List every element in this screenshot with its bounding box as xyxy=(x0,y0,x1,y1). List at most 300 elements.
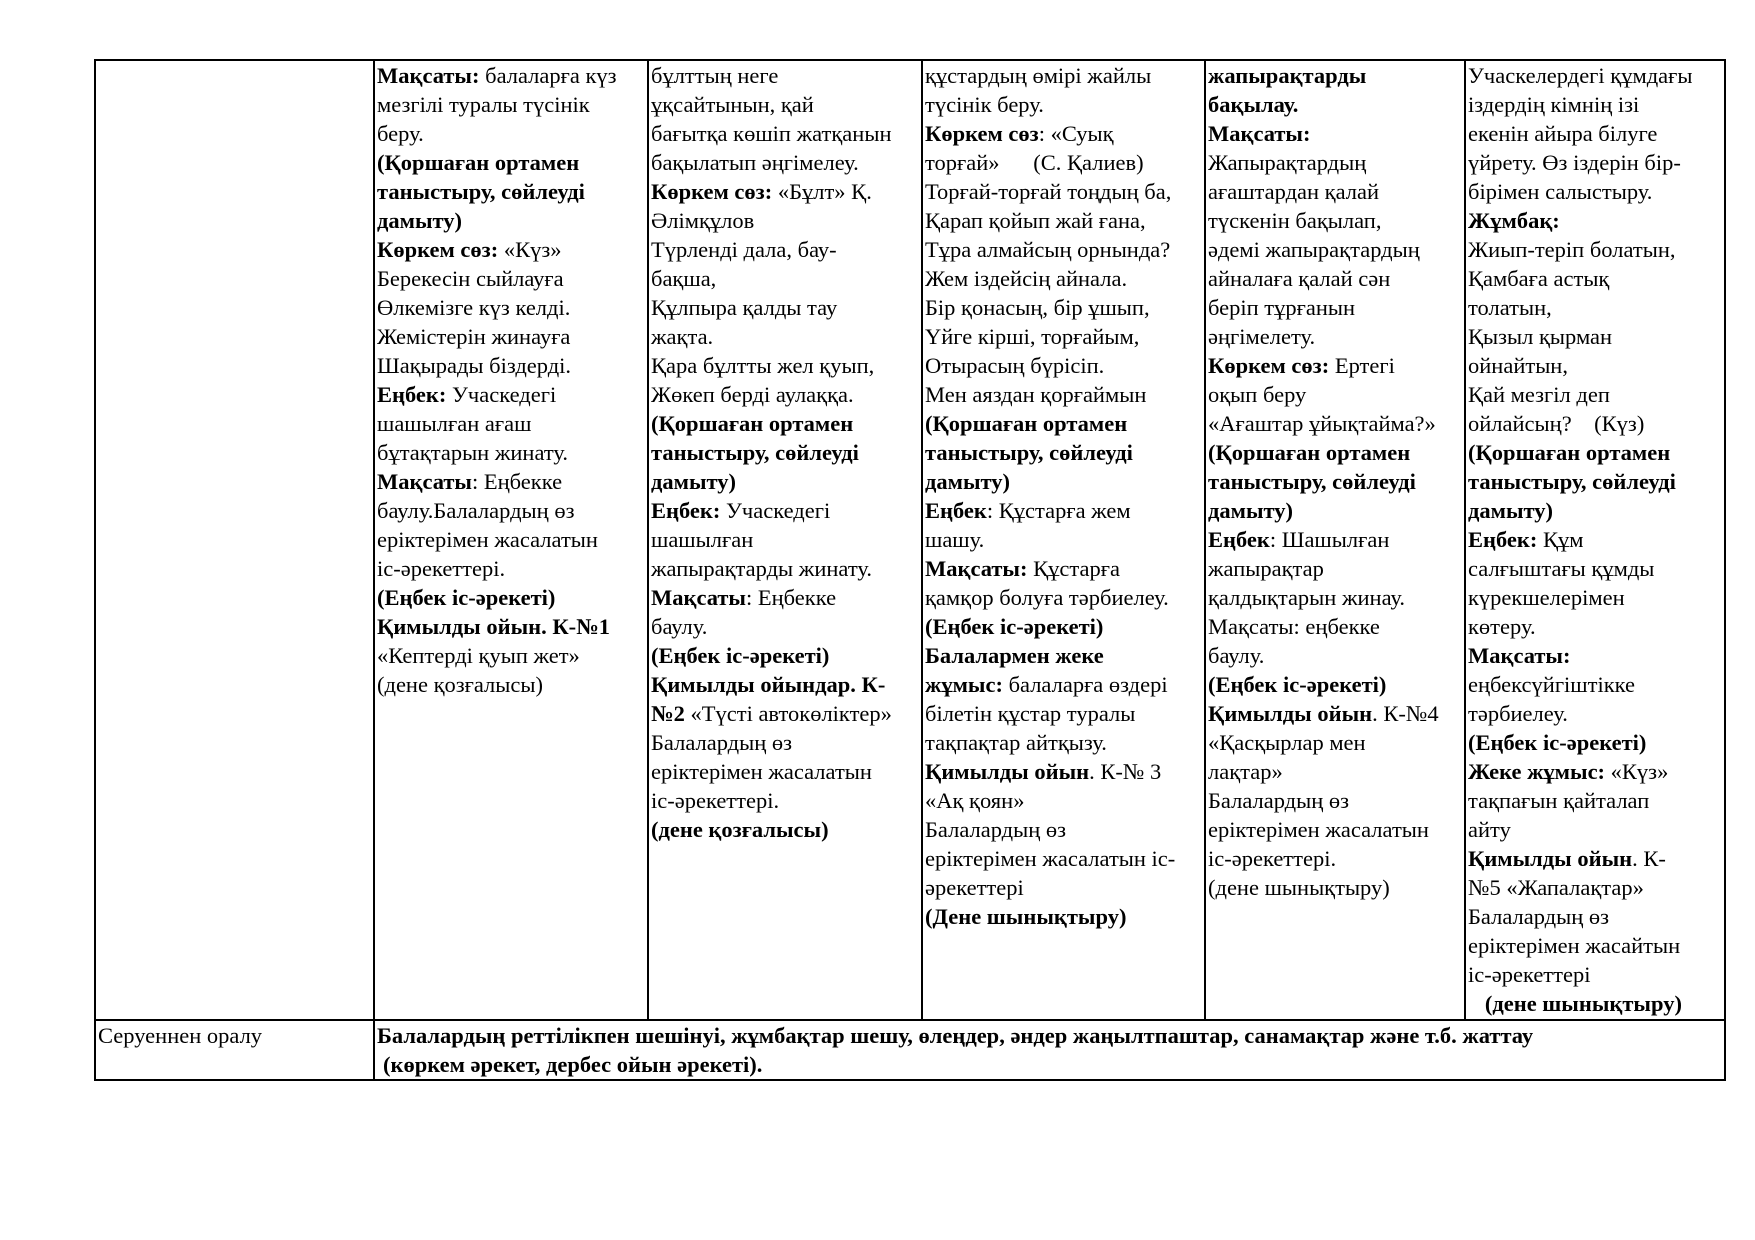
bold-text-segment: таныстыру, сөйлеуді xyxy=(1468,469,1676,494)
text-segment: іздердің кімнің ізі xyxy=(1468,92,1640,117)
cell-line xyxy=(1208,322,1462,351)
text-segment: Қамбаға астық xyxy=(1468,266,1610,291)
cell-line xyxy=(1208,670,1462,699)
text-segment: Түрленді дала, бау- xyxy=(651,237,837,262)
cell-line xyxy=(651,177,919,206)
bold-text-segment: Еңбек: xyxy=(1468,527,1538,552)
text-segment: беріп тұрғанын xyxy=(1208,295,1356,320)
cell-line xyxy=(1468,989,1722,1018)
cell-line xyxy=(925,670,1202,699)
cell-line xyxy=(377,293,645,322)
cell-line xyxy=(925,583,1202,612)
cell-line xyxy=(925,844,1202,873)
cell-line xyxy=(651,757,919,786)
bold-text-segment: Көркем сөз: xyxy=(1208,353,1330,378)
text-segment: іс-әрекеттері. xyxy=(651,788,780,813)
cell-line xyxy=(1468,902,1722,931)
cell-line xyxy=(925,351,1202,380)
text-segment: қалдықтарын жинау. xyxy=(1208,585,1406,610)
text-segment: Құлпыра қалды тау xyxy=(651,295,838,320)
bold-text-segment: дамыту) xyxy=(1208,498,1294,523)
text-segment: . К- xyxy=(1632,846,1666,871)
cell-line xyxy=(1468,235,1722,264)
bold-text-segment: таныстыру, сөйлеуді xyxy=(1208,469,1416,494)
text-segment: Учаскедегі xyxy=(720,498,831,523)
cell-line xyxy=(1468,612,1722,641)
cell-line xyxy=(377,177,645,206)
text-segment: Құм xyxy=(1537,527,1584,552)
bold-text-segment: (Қоршаған ортамен xyxy=(925,411,1128,436)
cell-line xyxy=(651,496,919,525)
cell-line xyxy=(1208,554,1462,583)
cell-line xyxy=(925,148,1202,177)
text-segment: . К-№ 3 xyxy=(1089,759,1162,784)
text-segment: еңбексүйгіштікке xyxy=(1468,672,1635,697)
bold-text-segment: Мақсаты xyxy=(651,585,746,610)
text-segment: Жемістерін жинауға xyxy=(377,324,571,349)
text-segment: : Еңбекке xyxy=(746,585,837,610)
cell-line xyxy=(1208,844,1462,873)
cell-line xyxy=(1468,206,1722,235)
cell-line xyxy=(1468,641,1722,670)
text-segment: жапырақтарды жинату. xyxy=(651,556,872,581)
text-segment: Қай мезгіл деп xyxy=(1468,382,1610,407)
text-segment: шашылған xyxy=(651,527,754,552)
walk-activities-row xyxy=(95,60,1725,1020)
return-row-content xyxy=(374,1020,1725,1080)
cell-line xyxy=(1208,148,1462,177)
text-segment: әңгімелету. xyxy=(1208,324,1316,349)
text-segment: балаларға күз xyxy=(479,63,617,88)
cell-line xyxy=(651,90,919,119)
text-segment: баулу. xyxy=(651,614,708,639)
cell-line xyxy=(377,467,645,496)
cell-line xyxy=(1208,757,1462,786)
cell-line xyxy=(925,554,1202,583)
cell-line xyxy=(377,554,645,583)
text-segment: түскенін бақылап, xyxy=(1208,208,1382,233)
text-segment: «Қасқырлар мен xyxy=(1208,730,1366,755)
cell-line xyxy=(377,235,645,264)
cell-line xyxy=(1468,815,1722,844)
cell-line xyxy=(377,206,645,235)
text-segment: үйрету. Өз іздерін бір- xyxy=(1468,150,1681,175)
cell-line xyxy=(1208,873,1462,902)
text-segment: торғай» (С. Қалиев) xyxy=(925,150,1144,175)
cell-line xyxy=(377,61,645,90)
cell-line xyxy=(1208,380,1462,409)
text-segment: Бір қонасың, бір ұшып, xyxy=(925,295,1150,320)
cell-line xyxy=(1208,90,1462,119)
text-segment: Тұра алмайсың орнында? xyxy=(925,237,1171,262)
bold-text-segment: таныстыру, сөйлеуді xyxy=(651,440,859,465)
bold-text-segment: дамыту) xyxy=(925,469,1011,494)
bold-text-segment: бақылау. xyxy=(1208,92,1299,117)
cell-line xyxy=(1208,351,1462,380)
cell-line xyxy=(925,206,1202,235)
cell-line xyxy=(651,235,919,264)
text-segment: күрекшелерімен xyxy=(1468,585,1625,610)
text-segment: лақтар» xyxy=(1208,759,1283,784)
bold-text-segment: (дене шынықтыру) xyxy=(1468,991,1682,1016)
cell-line xyxy=(1468,960,1722,989)
text-segment: Жөкеп берді аулаққа. xyxy=(651,382,854,407)
cell-line xyxy=(1468,61,1722,90)
cell-line xyxy=(1468,351,1722,380)
cell-line xyxy=(651,61,919,90)
bold-text-segment: (Дене шынықтыру) xyxy=(925,904,1127,929)
text-segment: әрекеттері xyxy=(925,875,1024,900)
cell-line xyxy=(651,409,919,438)
cell-line xyxy=(1468,670,1722,699)
cell-line xyxy=(377,583,645,612)
text-segment: бағытқа көшіп жатқанын xyxy=(651,121,892,146)
text-segment: көтеру. xyxy=(1468,614,1536,639)
bold-text-segment: Көркем сөз: xyxy=(651,179,773,204)
cell-line xyxy=(1208,293,1462,322)
cell-line xyxy=(651,119,919,148)
cell-line xyxy=(1208,467,1462,496)
cell-line xyxy=(377,670,645,699)
bold-text-segment: (Еңбек іс-әрекеті) xyxy=(1468,730,1647,755)
text-segment: Балалардың өз xyxy=(651,730,793,755)
text-segment: тақпағын қайталап xyxy=(1468,788,1650,813)
cell-line xyxy=(925,496,1202,525)
cell-line xyxy=(651,322,919,351)
cell-line xyxy=(925,322,1202,351)
cell-line xyxy=(651,264,919,293)
text-segment: : Еңбекке xyxy=(472,469,563,494)
cell-line xyxy=(925,235,1202,264)
text-segment: Үйге кірші, торғайым, xyxy=(925,324,1140,349)
cell-line xyxy=(1208,525,1462,554)
text-segment: Қызыл қырман xyxy=(1468,324,1613,349)
bold-text-segment: дамыту) xyxy=(1468,498,1554,523)
cell-line xyxy=(377,409,645,438)
text-segment: «Бұлт» Қ. xyxy=(772,179,872,204)
cell-line xyxy=(651,641,919,670)
cell-line xyxy=(377,351,645,380)
text-segment: Учаскедегі xyxy=(446,382,557,407)
cell-line xyxy=(651,728,919,757)
text-segment: оқып беру xyxy=(1208,382,1307,407)
bold-text-segment: (Қоршаған ортамен xyxy=(1468,440,1671,465)
bold-text-segment: Көркем сөз: xyxy=(377,237,499,262)
text-segment: Мен аяздан қорғаймын xyxy=(925,382,1147,407)
text-segment: «Ақ қоян» xyxy=(925,788,1025,813)
cell-line xyxy=(651,525,919,554)
cell-line xyxy=(651,554,919,583)
return-from-walk-row xyxy=(95,1020,1725,1080)
cell-line xyxy=(1208,641,1462,670)
bold-text-segment: Қимылды ойын xyxy=(1468,846,1633,871)
cell-line xyxy=(1468,148,1722,177)
cell-line xyxy=(1208,699,1462,728)
text-segment: тәрбиелеу. xyxy=(1468,701,1568,726)
text-segment: екенін айыра білуге xyxy=(1468,121,1658,146)
cell-line xyxy=(1208,728,1462,757)
cell-line xyxy=(925,467,1202,496)
bold-text-segment: Еңбек: xyxy=(651,498,721,523)
text-segment: бұтақтарын жинату. xyxy=(377,440,569,465)
bold-text-segment: Жұмбақ: xyxy=(1468,208,1560,233)
cell-line xyxy=(925,61,1202,90)
text-segment: толатын, xyxy=(1468,295,1552,320)
text-segment: Жиып-теріп болатын, xyxy=(1468,237,1676,262)
cell-line xyxy=(651,467,919,496)
text-segment: Мақсаты: еңбекке xyxy=(1208,614,1380,639)
cell-line xyxy=(377,148,645,177)
cell-line xyxy=(651,583,919,612)
text-segment: ойнайтын, xyxy=(1468,353,1568,378)
bold-text-segment: №2 xyxy=(651,701,685,726)
row-label-cell-empty xyxy=(95,60,374,1020)
cell-line xyxy=(377,525,645,554)
text-segment: (дене қозғалысы) xyxy=(377,672,544,697)
text-segment: Қарап қойып жай ғана, xyxy=(925,208,1146,233)
cell-line xyxy=(1208,612,1462,641)
text-segment: Өлкемізге күз келді. xyxy=(377,295,571,320)
bold-text-segment: Қимылды ойындар. К- xyxy=(651,672,886,697)
bold-text-segment: Мақсаты xyxy=(377,469,472,494)
cell-line xyxy=(1468,496,1722,525)
cell-line xyxy=(925,525,1202,554)
text-segment: түсінік беру. xyxy=(925,92,1044,117)
text-segment: «Кептерді қуып жет» xyxy=(377,643,580,668)
text-segment: ойлайсың? (Күз) xyxy=(1468,411,1645,436)
cell-line xyxy=(1468,525,1722,554)
cell-line xyxy=(1208,438,1462,467)
bold-text-segment: дамыту) xyxy=(377,208,463,233)
text-segment: «Түсті автокөліктер» xyxy=(684,701,892,726)
bold-text-segment: (Еңбек іс-әрекеті) xyxy=(651,643,830,668)
cell-line xyxy=(925,873,1202,902)
text-segment: айналаға қалай сән xyxy=(1208,266,1391,291)
cell-line xyxy=(651,815,919,844)
cell-line xyxy=(377,438,645,467)
text-segment: бірімен салыстыру. xyxy=(1468,179,1653,204)
bold-text-segment: жапырақтарды xyxy=(1208,63,1367,88)
text-segment: беру. xyxy=(377,121,424,146)
bold-text-segment: Қимылды ойын. К-№1 xyxy=(377,614,611,639)
cell-line xyxy=(651,786,919,815)
return-row-line-2: (көркем әрекет, дербес ойын әрекеті). xyxy=(383,1052,763,1077)
text-segment: Ертегі xyxy=(1329,353,1395,378)
cell-line xyxy=(377,380,645,409)
text-segment: еріктерімен жасайтын xyxy=(1468,933,1681,958)
text-segment: Берекесін сыйлауға xyxy=(377,266,564,291)
cell-line xyxy=(925,380,1202,409)
text-segment: балаларға өздері xyxy=(1002,672,1168,697)
text-segment: Отырасың бүрісіп. xyxy=(925,353,1105,378)
return-row-label: Серуеннен оралу xyxy=(95,1020,374,1080)
cell-line xyxy=(1208,496,1462,525)
cell-line xyxy=(1208,786,1462,815)
cell-line xyxy=(925,264,1202,293)
cell-line xyxy=(1468,293,1722,322)
text-segment: жақта. xyxy=(651,324,714,349)
bold-text-segment: Жеке жұмыс: xyxy=(1468,759,1606,784)
text-segment: Шақырады біздерді. xyxy=(377,353,572,378)
cell-line xyxy=(1468,728,1722,757)
cell-line xyxy=(1208,177,1462,206)
cell-line xyxy=(1468,264,1722,293)
text-segment: «Күз» xyxy=(1605,759,1669,784)
text-segment: шашылған ағаш xyxy=(377,411,532,436)
text-segment: бақылатып әңгімелеу. xyxy=(651,150,859,175)
bold-text-segment: Еңбек xyxy=(1208,527,1270,552)
walk-cell-day-4 xyxy=(1205,60,1465,1020)
text-segment: Жапырақтардың xyxy=(1208,150,1367,175)
cell-line xyxy=(1468,322,1722,351)
bold-text-segment: таныстыру, сөйлеуді xyxy=(377,179,585,204)
bold-text-segment: (Еңбек іс-әрекеті) xyxy=(377,585,556,610)
bold-text-segment: (Қоршаған ортамен xyxy=(1208,440,1411,465)
cell-line xyxy=(1468,844,1722,873)
walk-cell-day-2 xyxy=(648,60,922,1020)
bold-text-segment: Балалармен жеке xyxy=(925,643,1104,668)
text-segment: тақпақтар айтқызу. xyxy=(925,730,1107,755)
cell-line xyxy=(651,670,919,699)
text-segment: іс-әрекеттері. xyxy=(1208,846,1337,871)
bold-text-segment: (дене қозғалысы) xyxy=(651,817,829,842)
text-segment: еріктерімен жасалатын іс- xyxy=(925,846,1176,871)
text-segment: №5 «Жапалақтар» xyxy=(1468,875,1644,900)
bold-text-segment: таныстыру, сөйлеуді xyxy=(925,440,1133,465)
bold-text-segment: (Еңбек іс-әрекеті) xyxy=(925,614,1104,639)
bold-text-segment: дамыту) xyxy=(651,469,737,494)
text-segment: Балалардың өз xyxy=(925,817,1067,842)
bold-text-segment: Мақсаты: xyxy=(1208,121,1311,146)
cell-line xyxy=(651,612,919,641)
cell-line xyxy=(1468,90,1722,119)
cell-line xyxy=(1468,380,1722,409)
text-segment: еріктерімен жасалатын xyxy=(651,759,872,784)
walk-cell-day-3 xyxy=(922,60,1205,1020)
cell-line xyxy=(1468,438,1722,467)
bold-text-segment: Көркем сөз xyxy=(925,121,1039,146)
text-segment: әдемі жапырақтардың xyxy=(1208,237,1420,262)
text-segment: . К-№4 xyxy=(1372,701,1439,726)
bold-text-segment: Қимылды ойын xyxy=(925,759,1090,784)
cell-line xyxy=(1468,699,1722,728)
bold-text-segment: (Еңбек іс-әрекеті) xyxy=(1208,672,1387,697)
text-segment: мезгілі туралы түсінік xyxy=(377,92,590,117)
cell-line xyxy=(651,380,919,409)
text-segment: Қара бұлтты жел қуып, xyxy=(651,353,875,378)
cell-line xyxy=(1208,815,1462,844)
bold-text-segment: жұмыс: xyxy=(925,672,1003,697)
text-segment: баулу.Балалардың өз xyxy=(377,498,575,523)
bold-text-segment: Еңбек: xyxy=(377,382,447,407)
cell-line xyxy=(1468,409,1722,438)
bold-text-segment: Еңбек xyxy=(925,498,987,523)
cell-line xyxy=(651,293,919,322)
cell-line xyxy=(1208,264,1462,293)
bold-text-segment: Қимылды ойын xyxy=(1208,701,1373,726)
text-segment: Әлімқұлов xyxy=(651,208,755,233)
bold-text-segment: Мақсаты: xyxy=(925,556,1028,581)
cell-line xyxy=(1468,177,1722,206)
text-segment: қамқор болуға тәрбиелеу. xyxy=(925,585,1169,610)
cell-line xyxy=(1468,583,1722,612)
cell-line xyxy=(1468,931,1722,960)
cell-line xyxy=(651,148,919,177)
cell-line xyxy=(925,409,1202,438)
cell-line xyxy=(377,264,645,293)
cell-line xyxy=(377,496,645,525)
text-segment: (дене шынықтыру) xyxy=(1208,875,1390,900)
cell-line xyxy=(925,786,1202,815)
text-segment: Жем іздейсің айнала. xyxy=(925,266,1128,291)
cell-line xyxy=(1468,554,1722,583)
text-segment: ағаштардан қалай xyxy=(1208,179,1380,204)
text-segment: құстардың өмірі жайлы xyxy=(925,63,1152,88)
text-segment: «Ағаштар ұйықтайма?» xyxy=(1208,411,1436,436)
text-segment: айту xyxy=(1468,817,1511,842)
text-segment: : «Суық xyxy=(1038,121,1114,146)
cell-line xyxy=(1208,583,1462,612)
cell-line xyxy=(925,699,1202,728)
text-segment: іс-әрекеттері xyxy=(1468,962,1591,987)
bold-text-segment: (Қоршаған ортамен xyxy=(651,411,854,436)
text-segment: Балалардың өз xyxy=(1208,788,1350,813)
cell-line xyxy=(1208,119,1462,148)
cell-line xyxy=(651,351,919,380)
bold-text-segment: Мақсаты: xyxy=(1468,643,1571,668)
cell-line xyxy=(377,90,645,119)
cell-line xyxy=(1208,206,1462,235)
text-segment: еріктерімен жасалатын xyxy=(377,527,598,552)
cell-line xyxy=(377,612,645,641)
cell-line xyxy=(925,177,1202,206)
cell-line xyxy=(925,728,1202,757)
cell-line xyxy=(925,757,1202,786)
cell-line xyxy=(925,612,1202,641)
cell-line xyxy=(1468,467,1722,496)
cell-line xyxy=(1208,409,1462,438)
text-segment: іс-әрекеттері. xyxy=(377,556,506,581)
cell-line xyxy=(377,119,645,148)
text-segment: «Күз» xyxy=(498,237,562,262)
cell-line xyxy=(925,293,1202,322)
cell-line xyxy=(925,438,1202,467)
text-segment: еріктерімен жасалатын xyxy=(1208,817,1429,842)
walk-cell-day-1 xyxy=(374,60,648,1020)
return-row-line-1: Балалардың реттілікпен шешінуі, жұмбақтар шешу, өлеңдер, әндер жаңылтпаштар, санамақтар және т.б. жаттау xyxy=(377,1023,1534,1048)
text-segment: жапырақтар xyxy=(1208,556,1324,581)
text-segment: : Құстарға жем xyxy=(986,498,1131,523)
text-segment: : Шашылған xyxy=(1269,527,1390,552)
cell-line xyxy=(651,699,919,728)
cell-line xyxy=(925,119,1202,148)
text-segment: бұлттың неге xyxy=(651,63,779,88)
cell-line xyxy=(1468,786,1722,815)
cell-line xyxy=(1468,757,1722,786)
cell-line xyxy=(925,902,1202,931)
text-segment: Балалардың өз xyxy=(1468,904,1610,929)
walk-cell-day-5 xyxy=(1465,60,1725,1020)
text-segment: шашу. xyxy=(925,527,985,552)
cell-line xyxy=(1468,119,1722,148)
cell-line xyxy=(651,206,919,235)
cell-line xyxy=(1208,61,1462,90)
cell-line xyxy=(1208,235,1462,264)
text-segment: Учаскелердегі құмдағы xyxy=(1468,63,1693,88)
text-segment: баулу. xyxy=(1208,643,1265,668)
text-segment: Торғай-торғай тоңдың ба, xyxy=(925,179,1172,204)
cell-line xyxy=(925,641,1202,670)
